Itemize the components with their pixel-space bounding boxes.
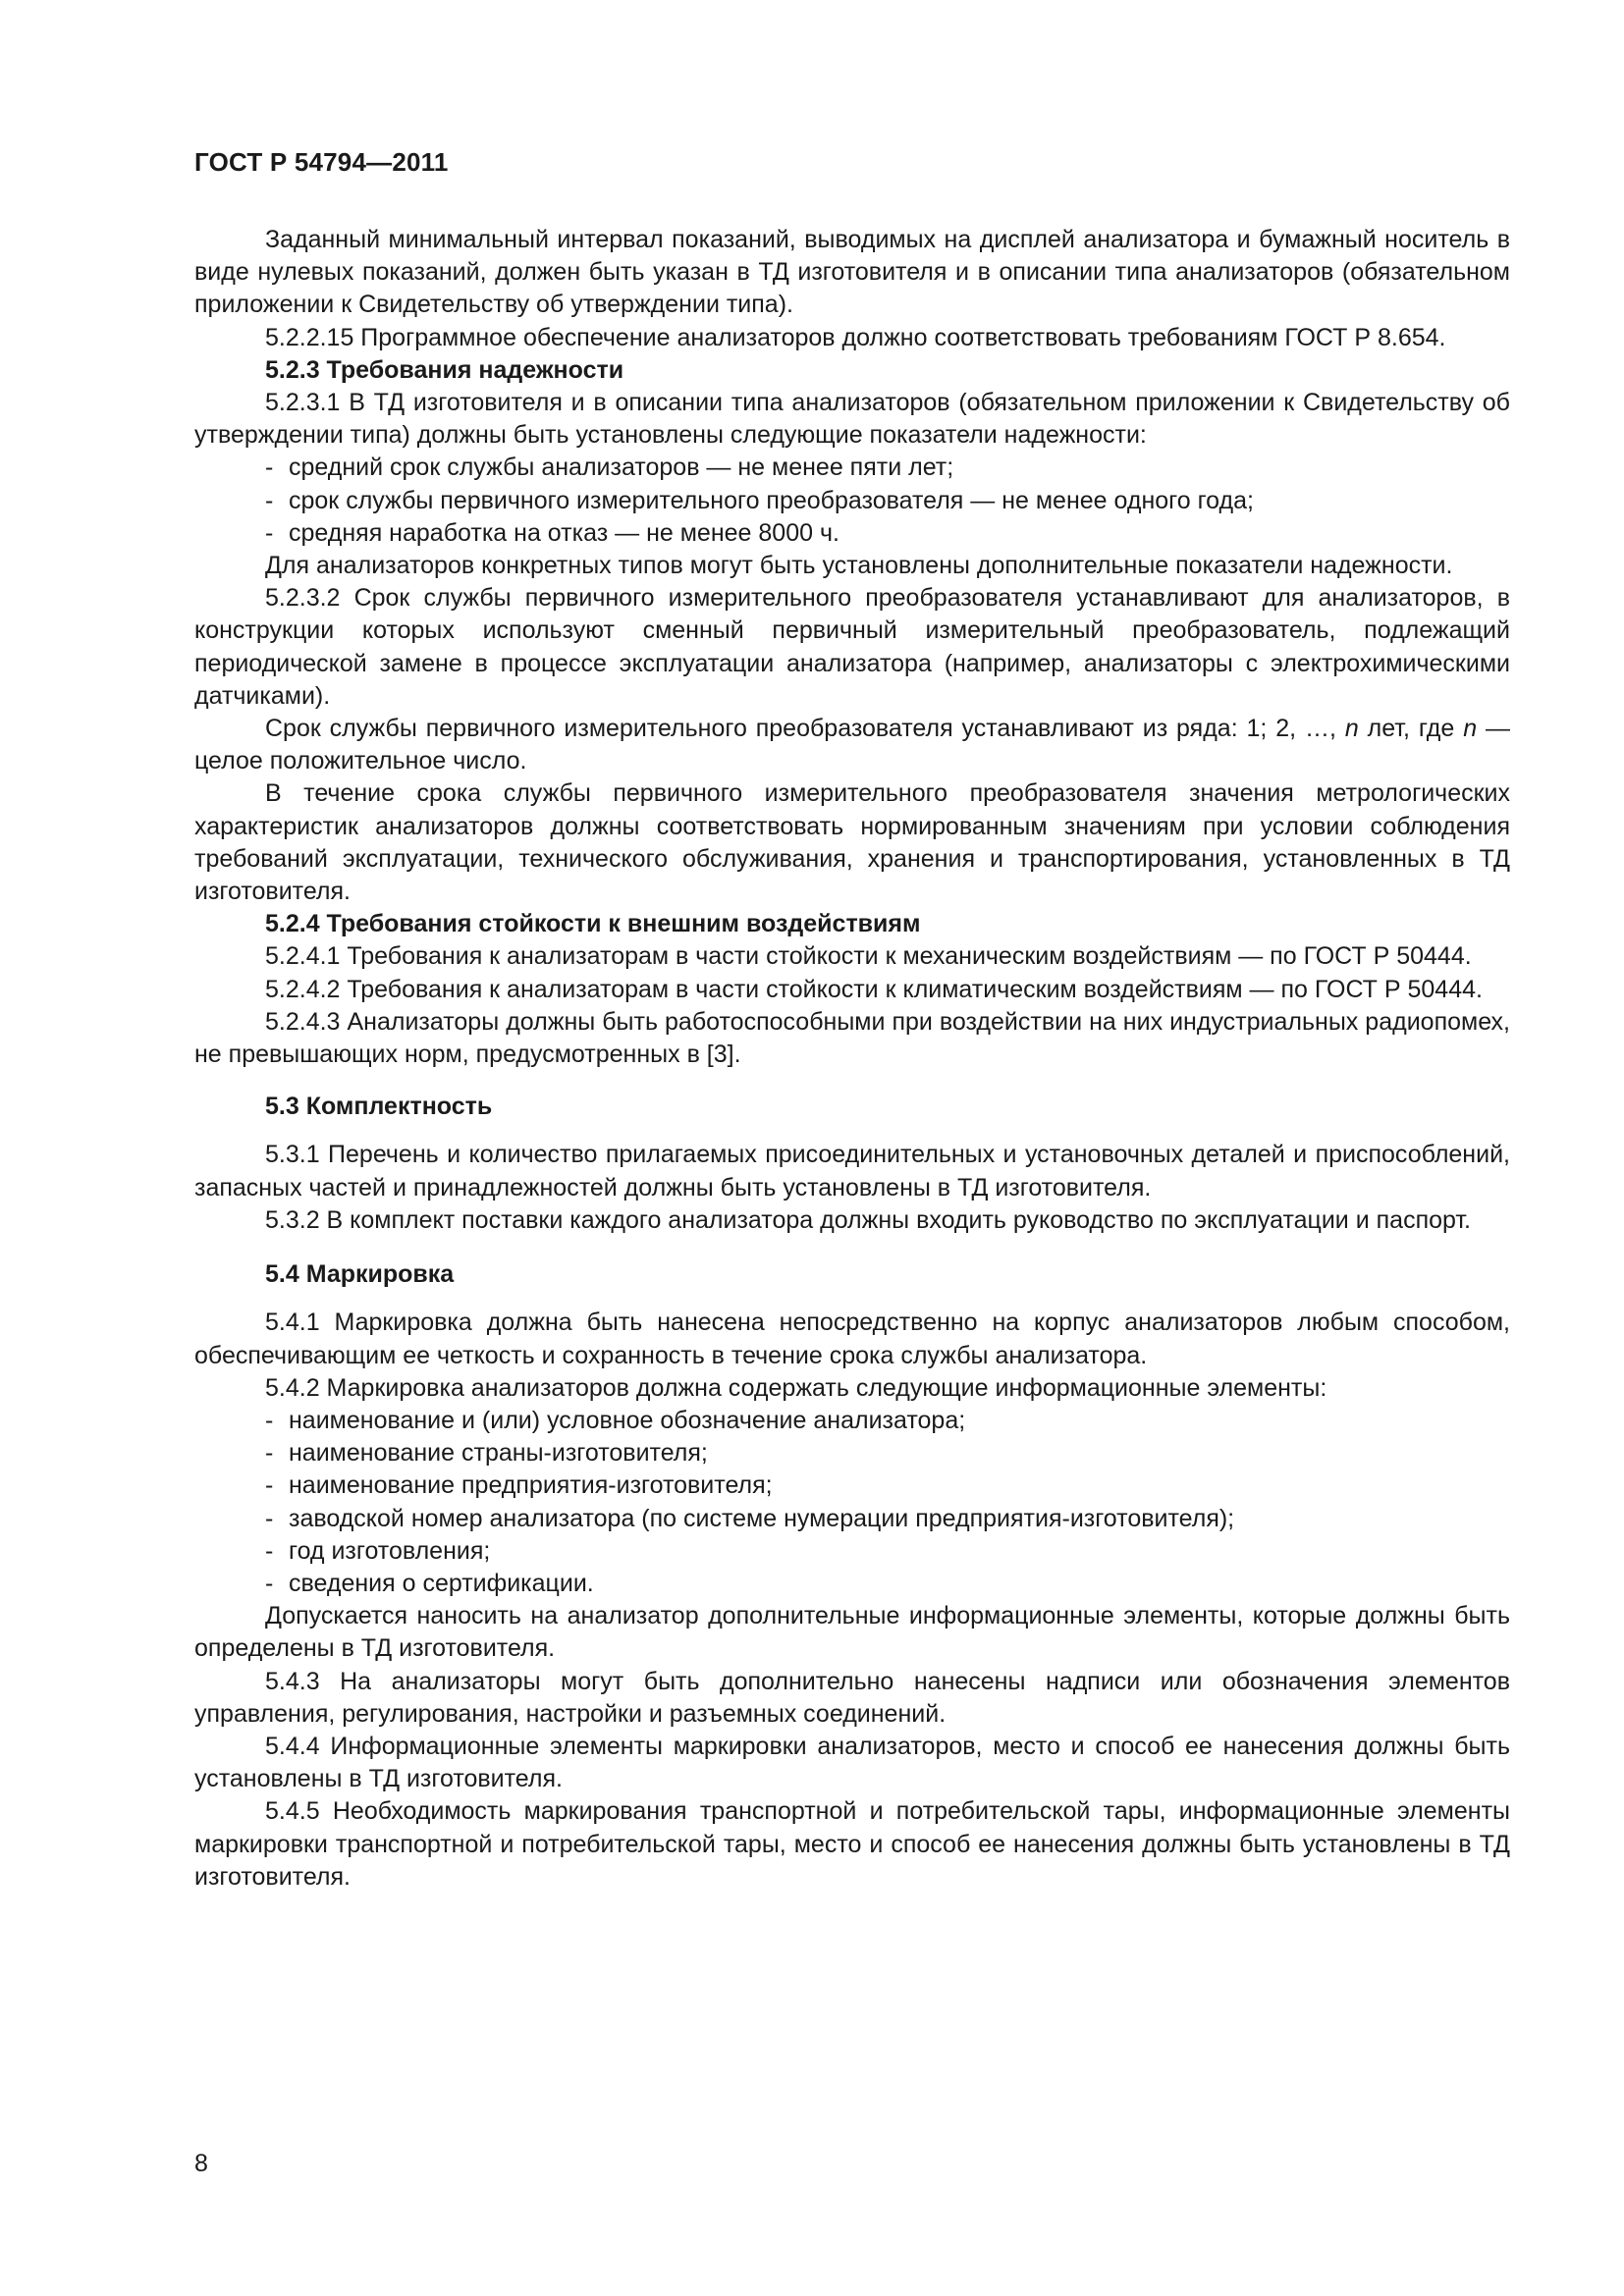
paragraph-5-4-2: 5.4.2 Маркировка анализаторов должна содержать следующие информационные элементы: — [265, 1373, 1327, 1402]
list-dash: - — [265, 1439, 274, 1468]
variable-n: n — [1344, 715, 1359, 743]
service-row-text-b: лет, где — [1367, 715, 1455, 743]
paragraph-additional: Для анализаторов конкретных типов могут быть установлены дополнительные показатели надежности. — [265, 552, 1453, 580]
list-item — [194, 1469, 1510, 1502]
paragraph-5-2-2-15: 5.2.2.15 Программное обеспечение анализаторов должно соответствовать требованиям ГОСТ Р 8.654. — [265, 323, 1446, 351]
list-item — [194, 1405, 1510, 1437]
heading-5-2-4: 5.2.4 Требования стойкости к внешним воздействиям — [265, 910, 921, 938]
list-item — [194, 485, 1510, 517]
paragraph-allowed: Допускается наносить на анализатор дополнительные информационные элементы, которые должны быть определены в ТД изготовителя. — [194, 1602, 1510, 1663]
list-item-text: год изготовления; — [289, 1536, 491, 1565]
document-header: ГОСТ Р 54794—2011 — [194, 147, 449, 177]
paragraph-5-4-4: 5.4.4 Информационные элементы маркировки анализаторов, место и способ ее нанесения должны быть установлены в ТД изготовителя. — [194, 1732, 1510, 1793]
list-item — [194, 1437, 1510, 1469]
paragraph-5-3-1: 5.3.1 Перечень и количество прилагаемых присоединительных и установочных деталей и приспособлений, запасных частей и принадлежностей должны быть установлены в ТД изготовителя. — [194, 1141, 1510, 1201]
heading-5-4: 5.4 Маркировка — [265, 1260, 455, 1289]
list-dash: - — [265, 1504, 274, 1532]
list-dash: - — [265, 454, 274, 482]
list-item-text: наименование предприятия-изготовителя; — [289, 1471, 773, 1500]
list-dash: - — [265, 1471, 274, 1500]
list-item — [194, 1503, 1510, 1535]
list-item-text: срок службы первичного измерительного преобразователя — не менее одного года; — [289, 486, 1254, 514]
paragraph-interval: Заданный минимальный интервал показаний, выводимых на дисплей анализатора и бумажный носитель в виде нулевых показаний, должен быть указан в ТД изготовителя и в описании типа анализаторов (обязательном приложении к Свидетельству об утверждении типа). — [194, 226, 1510, 319]
paragraph-during-service: В течение срока службы первичного измерительного преобразователя значения метрологических характеристик анализаторов должны соответствовать нормированным значениям при условии соблюдения требований эксплуатации, технического обслуживания, хранения и транспортирования, установленных в ТД изготовителя. — [194, 779, 1510, 906]
list-item — [194, 1568, 1510, 1600]
paragraph-5-2-4-3: 5.2.4.3 Анализаторы должны быть работоспособными при воздействии на них индустриальных радиопомех, не превышающих норм, предусмотренных в [3]. — [194, 1007, 1510, 1069]
paragraph-5-4-1: 5.4.1 Маркировка должна быть нанесена непосредственно на корпус анализаторов любым способом, обеспечивающим ее четкость и сохранность в течение срока службы анализатора. — [194, 1308, 1510, 1369]
list-item-text: наименование и (или) условное обозначение анализатора; — [289, 1406, 966, 1434]
heading-5-2-3: 5.2.3 Требования надежности — [265, 355, 624, 384]
list-dash: - — [265, 1406, 274, 1434]
list-dash: - — [265, 1569, 274, 1597]
variable-n: n — [1463, 715, 1478, 743]
list-item-text: средняя наработка на отказ — не менее 8000 ч. — [289, 518, 839, 547]
list-item — [194, 1535, 1510, 1568]
paragraph-5-2-3-1: 5.2.3.1 В ТД изготовителя и в описании типа анализаторов (обязательном приложении к Свидетельству об утверждении типа) должны быть установлены следующие показатели надежности: — [194, 389, 1510, 450]
paragraph-5-4-5: 5.4.5 Необходимость маркирования транспортной и потребительской тары, информационные элементы маркировки транспортной и потребительской тары, место и способ ее нанесения должны быть установлены в ТД изготовителя. — [194, 1797, 1510, 1891]
list-item-text: заводской номер анализатора (по системе нумерации предприятия-изготовителя); — [289, 1504, 1235, 1532]
list-item-text: сведения о сертификации. — [289, 1569, 594, 1597]
list-item-text: наименование страны-изготовителя; — [289, 1439, 708, 1468]
list-dash: - — [265, 1536, 274, 1565]
paragraph-5-2-3-2: 5.2.3.2 Срок службы первичного измерительного преобразователя устанавливают для анализаторов, в конструкции которых используют сменный первичный измерительный преобразователь, подлежащий периодической замене в процессе эксплуатации анализатора (например, анализаторы с электрохимическими датчиками). — [194, 584, 1510, 710]
paragraph-5-2-4-1: 5.2.4.1 Требования к анализаторам в части стойкости к механическим воздействиям — по ГОСТ Р 50444. — [265, 942, 1472, 971]
service-row-text-c: — целое положительное число. — [194, 715, 1510, 775]
service-row-text-a: Срок службы первичного измерительного преобразователя устанавливают из ряда: 1; 2, …, — [265, 715, 1336, 743]
paragraph-5-3-2: 5.3.2 В комплект поставки каждого анализатора должны входить руководство по эксплуатации и паспорт. — [265, 1205, 1471, 1234]
list-item — [194, 517, 1510, 550]
paragraph-service-row — [194, 713, 1510, 777]
list-item — [194, 452, 1510, 484]
paragraph-5-4-3: 5.4.3 На анализаторы могут быть дополнительно нанесены надписи или обозначения элементов управления, регулирования, настройки и разъемных соединений. — [194, 1667, 1510, 1728]
list-dash: - — [265, 518, 274, 547]
page-number: 8 — [194, 2150, 208, 2177]
document-body — [194, 224, 1510, 1894]
heading-5-3: 5.3 Комплектность — [265, 1093, 493, 1121]
list-dash: - — [265, 486, 274, 514]
list-item-text: средний срок службы анализаторов — не менее пяти лет; — [289, 454, 954, 482]
paragraph-5-2-4-2: 5.2.4.2 Требования к анализаторам в части стойкости к климатическим воздействиям — по ГОСТ Р 50444. — [265, 975, 1483, 1003]
